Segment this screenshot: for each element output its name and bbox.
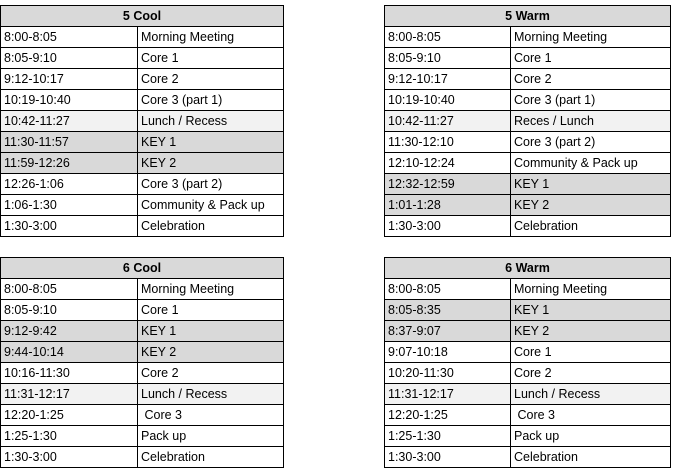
time-cell: 11:31-12:17: [385, 384, 511, 405]
activity-cell: Lunch / Recess: [138, 111, 284, 132]
table-row: [1, 321, 284, 342]
activity-cell: Morning Meeting: [138, 279, 284, 300]
table-row: [1, 300, 284, 321]
table-row: [385, 363, 671, 384]
table-row: [1, 279, 284, 300]
time-cell: 1:30-3:00: [1, 216, 138, 237]
activity-cell: Morning Meeting: [138, 27, 284, 48]
activity-cell: Core 1: [511, 48, 671, 69]
table-row: [1, 363, 284, 384]
activity-cell: Core 2: [511, 69, 671, 90]
table-title: 6 Warm: [385, 258, 671, 279]
table-row: [1, 426, 284, 447]
time-cell: 9:12-10:17: [1, 69, 138, 90]
activity-cell: Core 1: [511, 342, 671, 363]
activity-cell: KEY 2: [138, 342, 284, 363]
table-row: [1, 216, 284, 237]
activity-cell: Lunch / Recess: [138, 384, 284, 405]
activity-cell: Pack up: [138, 426, 284, 447]
time-cell: 8:00-8:05: [385, 27, 511, 48]
time-cell: 1:06-1:30: [1, 195, 138, 216]
time-cell: 12:32-12:59: [385, 174, 511, 195]
activity-cell: KEY 1: [138, 321, 284, 342]
time-cell: 9:12-9:42: [1, 321, 138, 342]
table-row: [1, 132, 284, 153]
time-cell: 1:30-3:00: [1, 447, 138, 468]
time-cell: 12:26-1:06: [1, 174, 138, 195]
table-row: [385, 174, 671, 195]
activity-cell: Morning Meeting: [511, 279, 671, 300]
time-cell: 9:07-10:18: [385, 342, 511, 363]
table-row: [1, 27, 284, 48]
activity-cell: Reces / Lunch: [511, 111, 671, 132]
table-row: [385, 153, 671, 174]
activity-cell: KEY 2: [138, 153, 284, 174]
table-row: [385, 111, 671, 132]
time-cell: 11:30-12:10: [385, 132, 511, 153]
time-cell: 9:44-10:14: [1, 342, 138, 363]
table-row: [385, 321, 671, 342]
activity-cell: Core 2: [511, 363, 671, 384]
table-row: [1, 69, 284, 90]
time-cell: 1:30-3:00: [385, 216, 511, 237]
table-row: [385, 426, 671, 447]
activity-cell: Celebration: [511, 447, 671, 468]
activity-cell: Core 3 (part 2): [511, 132, 671, 153]
time-cell: 8:05-9:10: [1, 48, 138, 69]
time-cell: 8:05-9:10: [1, 300, 138, 321]
time-cell: 12:20-1:25: [1, 405, 138, 426]
time-cell: 10:16-11:30: [1, 363, 138, 384]
time-cell: 9:12-10:17: [385, 69, 511, 90]
time-cell: 10:42-11:27: [1, 111, 138, 132]
time-cell: 10:20-11:30: [385, 363, 511, 384]
activity-cell: Celebration: [138, 216, 284, 237]
table-row: [1, 111, 284, 132]
activity-cell: Core 3 (part 1): [511, 90, 671, 111]
activity-cell: Celebration: [511, 216, 671, 237]
table-row: [1, 342, 284, 363]
activity-cell: Core 3: [138, 405, 284, 426]
activity-cell: Core 2: [138, 69, 284, 90]
activity-cell: KEY 1: [511, 300, 671, 321]
table-row: [1, 195, 284, 216]
time-cell: 8:05-9:10: [385, 48, 511, 69]
table-row: [385, 384, 671, 405]
time-cell: 8:00-8:05: [1, 279, 138, 300]
activity-cell: Community & Pack up: [138, 195, 284, 216]
time-cell: 8:00-8:05: [385, 279, 511, 300]
activity-cell: KEY 1: [511, 174, 671, 195]
time-cell: 1:25-1:30: [1, 426, 138, 447]
table-row: [385, 195, 671, 216]
table-row: [1, 90, 284, 111]
time-cell: 11:59-12:26: [1, 153, 138, 174]
time-cell: 10:42-11:27: [385, 111, 511, 132]
table-row: [385, 300, 671, 321]
time-cell: 10:19-10:40: [1, 90, 138, 111]
activity-cell: Lunch / Recess: [511, 384, 671, 405]
table-row: [385, 132, 671, 153]
table-row: [385, 90, 671, 111]
time-cell: 1:01-1:28: [385, 195, 511, 216]
activity-cell: Pack up: [511, 426, 671, 447]
table-title: 6 Cool: [1, 258, 284, 279]
time-cell: 11:30-11:57: [1, 132, 138, 153]
table-row: [385, 48, 671, 69]
time-cell: 12:10-12:24: [385, 153, 511, 174]
table-row: [1, 447, 284, 468]
activity-cell: Community & Pack up: [511, 153, 671, 174]
table-row: [385, 216, 671, 237]
table-row: [385, 405, 671, 426]
table-row: [1, 48, 284, 69]
schedule-table-5-warm: [384, 5, 671, 237]
schedule-table-6-warm: [384, 257, 671, 468]
activity-cell: Core 3 (part 1): [138, 90, 284, 111]
time-cell: 8:37-9:07: [385, 321, 511, 342]
time-cell: 8:05-8:35: [385, 300, 511, 321]
activity-cell: Celebration: [138, 447, 284, 468]
time-cell: 10:19-10:40: [385, 90, 511, 111]
table-row: [385, 279, 671, 300]
table-title: 5 Cool: [1, 6, 284, 27]
table-row: [1, 384, 284, 405]
table-row: [385, 447, 671, 468]
activity-cell: Core 1: [138, 48, 284, 69]
activity-cell: Core 3: [511, 405, 671, 426]
schedule-table-5-cool: [0, 5, 284, 237]
time-cell: 12:20-1:25: [385, 405, 511, 426]
activity-cell: Core 1: [138, 300, 284, 321]
schedule-table-6-cool: [0, 257, 284, 468]
time-cell: 1:30-3:00: [385, 447, 511, 468]
time-cell: 1:25-1:30: [385, 426, 511, 447]
table-row: [385, 27, 671, 48]
table-title: 5 Warm: [385, 6, 671, 27]
activity-cell: Core 3 (part 2): [138, 174, 284, 195]
activity-cell: KEY 2: [511, 321, 671, 342]
table-row: [1, 174, 284, 195]
table-row: [385, 342, 671, 363]
activity-cell: KEY 2: [511, 195, 671, 216]
table-row: [1, 405, 284, 426]
time-cell: 11:31-12:17: [1, 384, 138, 405]
table-row: [385, 69, 671, 90]
activity-cell: KEY 1: [138, 132, 284, 153]
table-row: [1, 153, 284, 174]
time-cell: 8:00-8:05: [1, 27, 138, 48]
activity-cell: Core 2: [138, 363, 284, 384]
activity-cell: Morning Meeting: [511, 27, 671, 48]
